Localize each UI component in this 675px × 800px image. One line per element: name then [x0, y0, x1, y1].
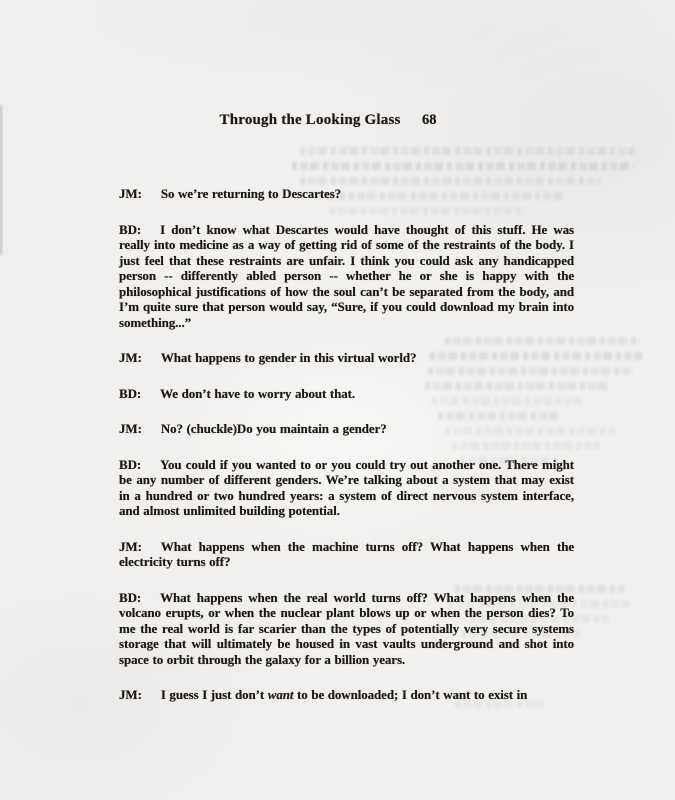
- dialogue-text: No? (chuckle)Do you maintain a gender?: [160, 421, 387, 436]
- dialogue-text: You could if you wanted to or you could try out another one. There might be any number of different genders. We’re talking about a system that may exist in a hundred or two hundred years: a system of direct nervous system interface, and almost unlimited building potential.: [119, 456, 574, 518]
- speaker-label: JM:: [119, 421, 142, 436]
- dialogue-paragraph: [119, 687, 574, 703]
- speaker-label: BD:: [119, 221, 142, 237]
- dialogue-paragraph: [119, 421, 574, 437]
- speaker-label: JM:: [119, 186, 142, 201]
- dialogue-text: want: [267, 687, 294, 702]
- speaker-label: BD:: [119, 456, 142, 472]
- dialogue-paragraph: [119, 457, 574, 519]
- dialogue-text: I guess I just don’t: [160, 687, 268, 702]
- dialogue-text: We don’t have to worry about that.: [160, 385, 356, 401]
- running-head-title: Through the Looking Glass: [219, 112, 401, 128]
- dialogue-text: What happens to gender in this virtual world?: [160, 350, 417, 365]
- dialogue-paragraph: [119, 186, 574, 202]
- page-content: [119, 112, 574, 703]
- page-header: [119, 112, 574, 130]
- dialogue-paragraph: [119, 590, 574, 668]
- dialogue-paragraph: [119, 350, 574, 366]
- speaker-label: JM:: [119, 538, 142, 554]
- dialogue-text: I don’t know what Descartes would have thought of this stuff. He was really into medicine as a way of getting rid of some of the restraints of the body. I just feel that these restraints are unfair. I think you could ask any handicapped person -- differently abled person -- whether he or she is happy with the philosophical justifications of how the soul can’t be separated from the body, and I’m quite sure that person would say, “Sure, if you could download my brain into something...”: [119, 221, 574, 330]
- speaker-label: BD:: [119, 385, 142, 401]
- dialogue-paragraph: [119, 386, 574, 402]
- speaker-label: JM:: [119, 350, 142, 365]
- page-number: 68: [422, 112, 437, 128]
- speaker-label: JM:: [119, 687, 142, 702]
- dialogue-text: What happens when the real world turns off? What happens when the volcano erupts, or when the nuclear plant blows up or when the person dies? To me the real world is far scarier than the types of potentially very secure systems storage that will ultimately be housed in vast vaults underground and shot into space to orbit through the galaxy for a billion years.: [119, 589, 574, 667]
- dialogue-text: So we’re returning to Descartes?: [160, 186, 342, 201]
- scan-edge-artifact: [0, 105, 2, 255]
- dialogue-text: to be downloaded; I don’t want to exist in: [293, 687, 528, 702]
- dialogue-text: What happens when the machine turns off? What happens when the electricity turns off?: [119, 538, 574, 569]
- speaker-label: BD:: [119, 589, 142, 605]
- dialogue-transcript: [119, 186, 574, 703]
- dialogue-paragraph: [119, 222, 574, 331]
- dialogue-paragraph: [119, 539, 574, 570]
